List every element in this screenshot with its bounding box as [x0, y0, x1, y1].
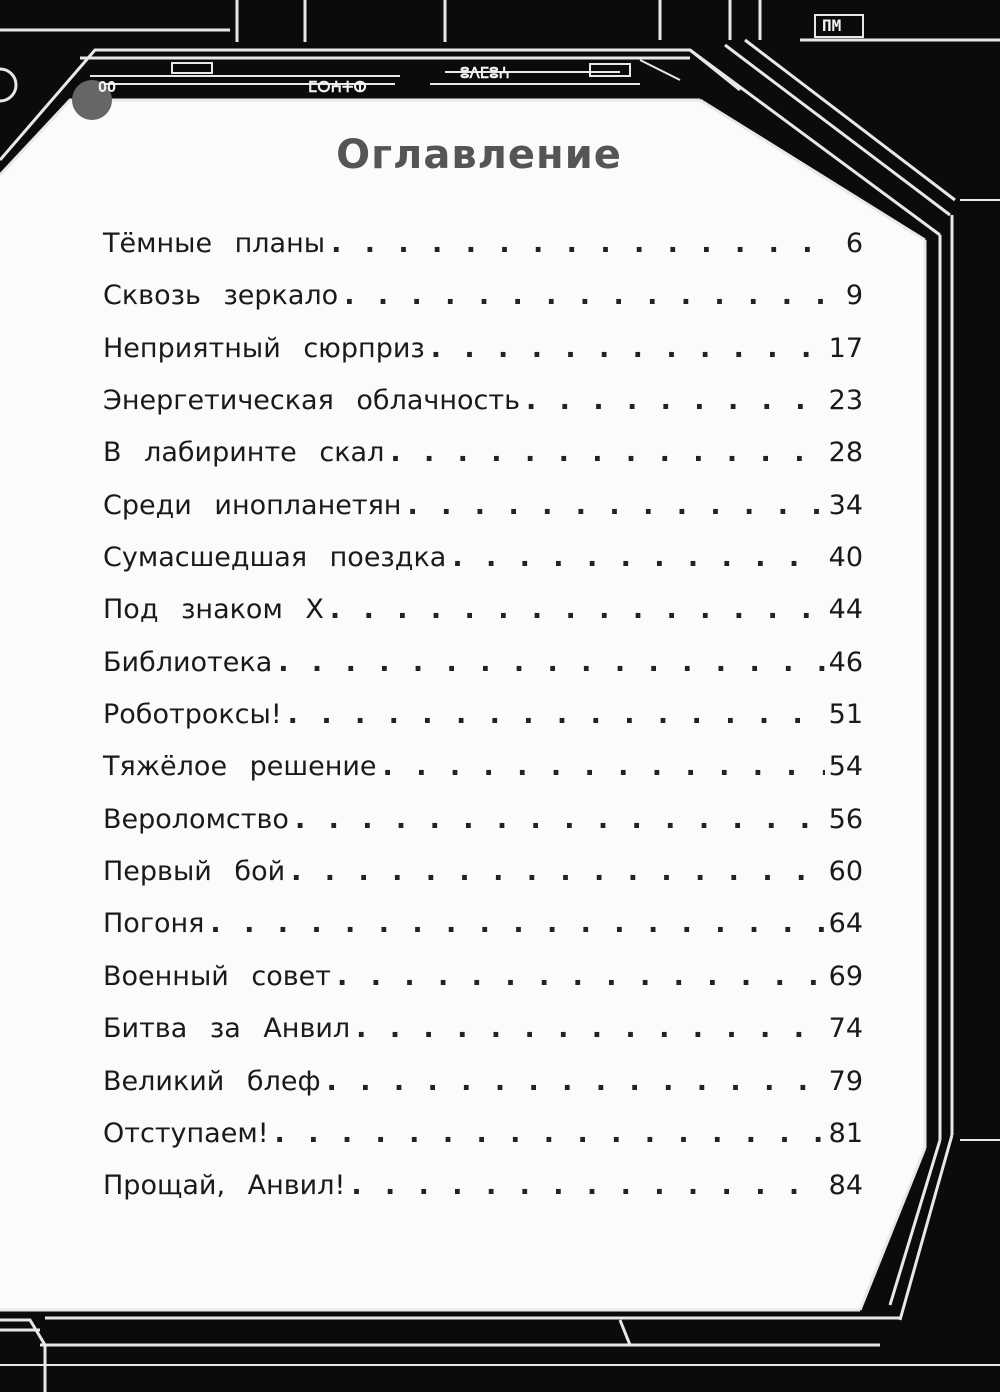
toc-page-number: 79 [828, 1065, 863, 1097]
dot-leader [344, 280, 829, 311]
dot-leader [351, 1170, 824, 1201]
toc-entry-title: Вероломство [103, 803, 289, 835]
toc-entry-title: Неприятный сюрприз [103, 332, 425, 364]
dot-leader [295, 804, 825, 835]
toc-row[interactable] [103, 228, 863, 280]
dot-leader [407, 490, 824, 521]
dot-leader [452, 542, 824, 573]
toc-page-number: 44 [828, 594, 863, 626]
toc-entry-title: Погоня [103, 908, 205, 940]
toc-row[interactable] [103, 280, 863, 332]
dot-leader [327, 1066, 825, 1097]
toc-entry-title: Отступаем! [103, 1117, 269, 1149]
toc-row[interactable] [103, 647, 863, 699]
dot-leader [330, 594, 825, 625]
toc-page-number: 9 [845, 280, 863, 312]
hud-top-right-glyph: ⵓⴷⵎⵓⵄ [460, 64, 510, 82]
toc-entry-title: Тяжёлое решение [103, 751, 377, 783]
dot-leader [288, 699, 825, 730]
hud-top-left-glyph: OO [98, 78, 117, 96]
toc-row[interactable] [103, 542, 863, 594]
toc-entry-title: Военный совет [103, 960, 332, 992]
table-of-contents [103, 228, 863, 1223]
toc-row[interactable] [103, 699, 863, 751]
toc-page-number: 17 [828, 332, 863, 364]
dot-leader [291, 856, 825, 887]
toc-page-number: 60 [828, 856, 863, 888]
toc-entry-title: Библиотека [103, 646, 273, 678]
dot-leader [390, 437, 824, 468]
dot-leader [337, 961, 825, 992]
toc-entry-title: Под знаком Х [103, 594, 324, 626]
dot-leader [278, 647, 824, 678]
toc-page-number: 54 [828, 751, 863, 783]
dot-leader [356, 1013, 824, 1044]
toc-row[interactable] [103, 1013, 863, 1065]
dot-leader [431, 333, 825, 364]
dot-leader [383, 751, 825, 782]
toc-row[interactable] [103, 1118, 863, 1170]
page-title: Оглавление [336, 132, 622, 178]
toc-page-number: 46 [828, 646, 863, 678]
toc-page-number: 51 [828, 699, 863, 731]
toc-entry-title: Тёмные планы [103, 228, 326, 259]
toc-row[interactable] [103, 1170, 863, 1222]
dot-leader [210, 908, 824, 939]
toc-row[interactable] [103, 961, 863, 1013]
toc-entry-title: Битва за Анвил [103, 1013, 351, 1045]
toc-page-number: 23 [828, 385, 863, 417]
toc-page-number: 34 [828, 489, 863, 521]
toc-entry-title: Прощай, Анвил! [103, 1170, 346, 1202]
dot-leader [275, 1118, 825, 1149]
toc-row[interactable] [103, 1066, 863, 1118]
hud-top-center-glyph: ⵎⵔⵄⵜⵀ [308, 78, 367, 96]
toc-entry-title: Сумасшедшая поездка [103, 542, 447, 574]
dot-leader [526, 385, 825, 416]
toc-row[interactable] [103, 385, 863, 437]
toc-page-number: 6 [845, 228, 863, 259]
toc-entry-title: Сквозь зеркало [103, 280, 339, 312]
toc-row[interactable] [103, 804, 863, 856]
toc-row[interactable] [103, 333, 863, 385]
toc-row[interactable] [103, 490, 863, 542]
toc-row[interactable] [103, 594, 863, 646]
hud-corner-tag: ΠM [822, 16, 842, 35]
toc-entry-title: Роботроксы! [103, 699, 282, 731]
toc-page-number: 81 [828, 1117, 863, 1149]
toc-row[interactable] [103, 856, 863, 908]
toc-page-number: 56 [828, 803, 863, 835]
toc-entry-title: Первый бой [103, 856, 286, 888]
dot-leader [331, 228, 829, 259]
toc-entry-title: Великий блеф [103, 1065, 321, 1097]
toc-page-number: 84 [828, 1170, 863, 1202]
toc-row[interactable] [103, 908, 863, 960]
toc-row[interactable] [103, 437, 863, 489]
toc-page-number: 74 [828, 1013, 863, 1045]
toc-entry-title: Энергетическая облачность [103, 385, 520, 417]
toc-row[interactable] [103, 751, 863, 803]
toc-page-number: 69 [828, 960, 863, 992]
toc-page-number: 28 [828, 437, 863, 469]
toc-page-number: 64 [828, 908, 863, 940]
toc-page-number: 40 [828, 542, 863, 574]
toc-entry-title: Среди инопланетян [103, 489, 402, 521]
toc-entry-title: В лабиринте скал [103, 437, 385, 469]
